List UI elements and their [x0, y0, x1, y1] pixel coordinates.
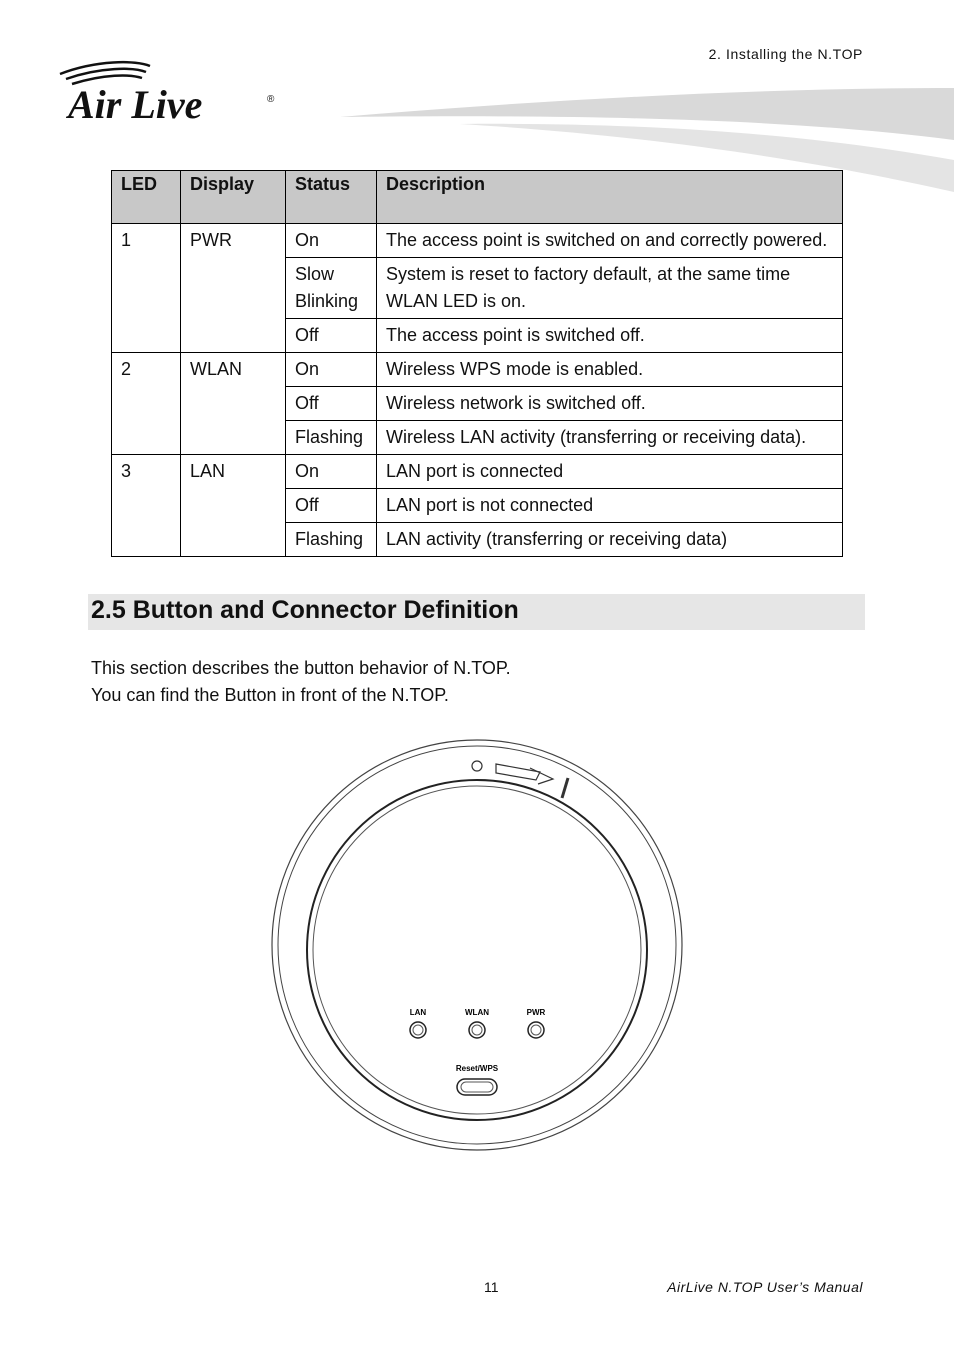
led-description: LAN port is connected	[377, 455, 843, 489]
registered-mark: ®	[267, 94, 275, 105]
header-led: LED	[112, 171, 181, 224]
lan-led-icon	[410, 1022, 426, 1038]
led-number: 2	[112, 353, 181, 455]
led-number: 3	[112, 455, 181, 557]
table-header-row	[112, 171, 843, 224]
section-title: 2.5 Button and Connector Definition	[91, 596, 519, 624]
chapter-header: 2. Installing the N.TOP	[708, 46, 863, 62]
header-display: Display	[181, 171, 286, 224]
led-description: The access point is switched off.	[377, 319, 843, 353]
header-status: Status	[286, 171, 377, 224]
led-description: Wireless network is switched off.	[377, 387, 843, 421]
led-number: 1	[112, 224, 181, 353]
led-status: On	[286, 224, 377, 258]
led-description: System is reset to factory default, at the same time WLAN LED is on.	[377, 258, 843, 319]
led-display: WLAN	[181, 353, 286, 455]
led-display: PWR	[181, 224, 286, 353]
led-label-pwr: PWR	[526, 1008, 546, 1017]
wlan-led-icon	[469, 1022, 485, 1038]
table-row	[112, 353, 843, 387]
page-number: 11	[484, 1279, 499, 1295]
led-status: Flashing	[286, 421, 377, 455]
led-label-lan: LAN	[409, 1008, 427, 1017]
led-status: On	[286, 455, 377, 489]
led-description: LAN activity (transferring or receiving data)	[377, 523, 843, 557]
led-status: Flashing	[286, 523, 377, 557]
reset-wps-button-icon	[457, 1079, 497, 1095]
led-description: LAN port is not connected	[377, 489, 843, 523]
led-status: Off	[286, 387, 377, 421]
table-row	[112, 455, 843, 489]
led-status-table	[111, 170, 843, 557]
led-description: The access point is switched on and correctly powered.	[377, 224, 843, 258]
led-status: Off	[286, 319, 377, 353]
arrow-icon	[496, 764, 540, 780]
section-paragraph: This section describes the button behavior of N.TOP.	[91, 658, 511, 678]
brand-text: Air Live	[68, 82, 203, 126]
led-description: Wireless LAN activity (transferring or receiving data).	[377, 421, 843, 455]
led-status: Off	[286, 489, 377, 523]
pwr-led-icon	[528, 1022, 544, 1038]
table-row	[112, 224, 843, 258]
section-paragraph: You can find the Button in front of the N.TOP.	[91, 685, 449, 705]
led-label-wlan: WLAN	[465, 1008, 489, 1017]
manual-title: AirLive N.TOP User’s Manual	[667, 1279, 863, 1295]
airlive-logo	[56, 58, 286, 126]
reset-wps-label: Reset/WPS	[455, 1064, 499, 1073]
led-display: LAN	[181, 455, 286, 557]
header-description: Description	[377, 171, 843, 224]
section-heading-bar	[88, 594, 865, 630]
led-status: On	[286, 353, 377, 387]
device-front-illustration	[270, 738, 685, 1153]
indicator-dot-icon	[472, 761, 482, 771]
led-status: Slow Blinking	[286, 258, 377, 319]
led-description: Wireless WPS mode is enabled.	[377, 353, 843, 387]
